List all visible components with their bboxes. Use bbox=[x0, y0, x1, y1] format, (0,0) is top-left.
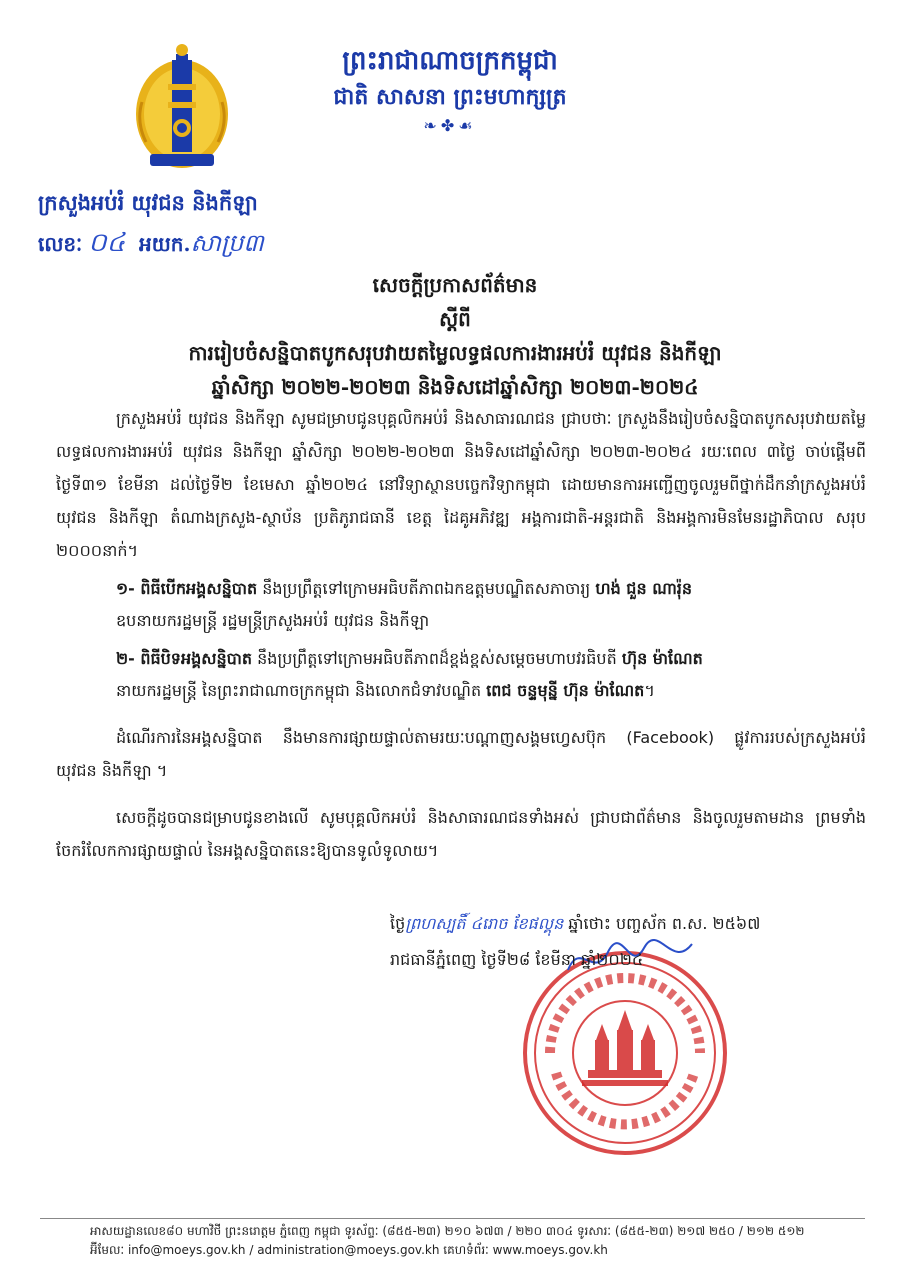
item2-text: នឹងប្រព្រឹត្តទៅក្រោមអធិបតីភាពដ៏ខ្ពង់ខ្ពស់សម្តេចមហាបវរធិបតី bbox=[252, 649, 622, 668]
ref-suffix-handwritten: សាប្រ៣ bbox=[190, 229, 264, 257]
list-item-closing bbox=[56, 643, 866, 707]
kingdom-title: ព្រះរាជាណាចក្រកម្ពុជា bbox=[342, 46, 558, 76]
ornament-divider: ❧✤☙ bbox=[423, 116, 477, 135]
item1-label: ១- ពិធីបើកអង្គសន្និបាត bbox=[116, 579, 258, 598]
solar-date: រាជធានីភ្នំពេញ ថ្ងៃទី២៨ ខែមីនា ឆ្នាំ២០២៤ bbox=[390, 950, 644, 969]
body-paragraph-1: ក្រសួងអប់រំ យុវជន និងកីឡា សូមជម្រាបជូនបុគ្គលិកអប់រំ និងសាធារណជន ជ្រាបថាៈ ក្រសួងនឹងរៀបចំសន្និបាតបូកសរុបវាយតម្លៃលទ្ធផលការងារអប់រំ យុវជន និងកីឡា ឆ្នាំសិក្សា ២០២២-២០២៣ និងទិសដៅឆ្នាំសិក្សា ២០២៣-២០២៤ រយៈពេល ៣ថ្ងៃ ចាប់ផ្តើមពីថ្ងៃទី៣១ ខែមីនា ដល់ថ្ងៃទី២ ខែមេសា ឆ្នាំ២០២៤ នៅវិទ្យាស្ថានបច្ចេកវិទ្យាកម្ពុជា ដោយមានការអញ្ជើញចូលរួមពីថ្នាក់ដឹកនាំក្រសួងអប់រំ យុវជន និងកីឡា តំណាងក្រសួង-ស្ថាប័ន ប្រតិភូរាជធានី ខេត្ត ដៃគូអភិវឌ្ឍ អង្គការជាតិ-អន្តរជាតិ និងអង្គការមិនមែនរដ្ឋាភិបាល សរុប ២០០០នាក់។ bbox=[56, 409, 866, 560]
body-paragraph-2: ដំណើរការនៃអង្គសន្និបាត នឹងមានការផ្សាយផ្ទាល់តាមរយៈបណ្តាញសង្គមហ្វេសប៊ុក (Facebook) ផ្លូវការរបស់ក្រសួងអប់រំ យុវជន និងកីឡា ។ bbox=[56, 728, 866, 780]
date-block bbox=[390, 906, 870, 978]
announcement-about: ស្តីពី bbox=[439, 307, 471, 331]
ref-label: លេខៈ bbox=[38, 232, 83, 256]
item2-name: ហ៊ុន ម៉ាណែត bbox=[621, 649, 703, 668]
kingdom-heading bbox=[320, 42, 580, 135]
announcement-subject: ការរៀបចំសន្និបាតបូកសរុបវាយតម្លៃលទ្ធផលការងារអប់រំ យុវជន និងកីឡា bbox=[188, 341, 722, 365]
lunar-date-suffix: ឆ្នាំថោះ បញ្ចស័ក ព.ស. ២៥៦៧ bbox=[563, 914, 761, 933]
national-motto: ជាតិ សាសនា ព្រះមហាក្សត្រ bbox=[333, 84, 567, 110]
item1-role: ឧបនាយករដ្ឋមន្ត្រី រដ្ឋមន្ត្រីក្រសួងអប់រំ យុវជន និងកីឡា bbox=[116, 611, 430, 630]
ministry-name: ក្រសួងអប់រំ យុវជន និងកីឡា bbox=[38, 190, 258, 215]
item2-wife: ពេជ ចន្ទមុន្នី ហ៊ុន ម៉ាណែត bbox=[486, 681, 645, 700]
ministry-emblem-icon bbox=[132, 42, 232, 172]
item2-end: ។ bbox=[644, 681, 655, 700]
footer-address: អាសយដ្ឋានលេខ៨០ មហាវិថី ព្រះនរោត្តម ភ្នំពេញ កម្ពុជា ទូរស័ព្ទៈ (៨៥៥-២៣) ២១០ ៦៧៣ / ២២០ ៣០៤ ទូរសារៈ (៨៥៥-២៣) ២១៧ ២៥០ / ២១២ ៥១២ bbox=[90, 1224, 805, 1238]
footer bbox=[90, 1222, 860, 1260]
list-item-opening bbox=[56, 573, 866, 637]
lunar-date-handwritten: ព្រហស្បតិ៍ ៤រោច ខែផល្គុន bbox=[405, 914, 564, 933]
ref-number-handwritten: ០៤ bbox=[88, 228, 126, 258]
lunar-date bbox=[390, 906, 870, 942]
item2-role: នាយករដ្ឋមន្ត្រី នៃព្រះរាជាណាចក្រកម្ពុជា និងលោកជំទាវបណ្ឌិត bbox=[116, 681, 487, 700]
reference-number bbox=[38, 226, 264, 264]
ref-suffix-label: អយក. bbox=[139, 232, 191, 256]
announcement-years: ឆ្នាំសិក្សា ២០២២-២០២៣ និងទិសដៅឆ្នាំសិក្សា ២០២៣-២០២៤ bbox=[211, 375, 699, 399]
item1-text: នឹងប្រព្រឹត្តទៅក្រោមអធិបតីភាពឯកឧត្តមបណ្ឌិតសភាចារ្យ bbox=[257, 579, 596, 598]
announcement-title: សេចក្តីប្រកាសព័ត៌មាន bbox=[372, 273, 538, 297]
item1-name: ហង់ ជួន ណារ៉ុន bbox=[595, 579, 693, 598]
announcement-titles bbox=[60, 268, 850, 404]
footer-divider bbox=[40, 1218, 865, 1219]
item2-label: ២- ពិធីបិទអង្គសន្និបាត bbox=[116, 649, 253, 668]
footer-contacts: អ៊ីមែលៈ info@moeys.gov.kh / administration@moeys.gov.kh គេហទំព័រៈ www.moeys.gov.kh bbox=[90, 1243, 608, 1257]
lunar-date-prefix: ថ្ងៃ bbox=[390, 914, 406, 933]
announcement-body bbox=[56, 402, 866, 867]
body-paragraph-3: សេចក្តីដូចបានជម្រាបជូនខាងលើ សូមបុគ្គលិកអប់រំ និងសាធារណជនទាំងអស់ ជ្រាបជាព័ត៌មាន និងចូលរួមតាមដាន ព្រមទាំងចែករំលែកការផ្សាយផ្ទាល់ នៃអង្គសន្និបាតនេះឱ្យបានទូលំទូលាយ។ bbox=[56, 808, 866, 860]
